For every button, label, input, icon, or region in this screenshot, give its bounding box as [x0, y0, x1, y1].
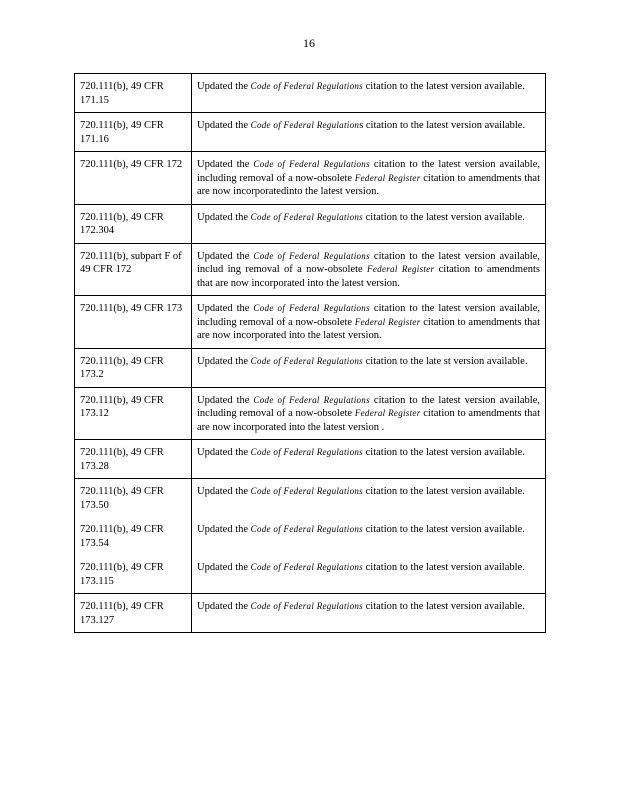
- description-text: [197, 250, 540, 291]
- description-prefix: Updated the: [197, 394, 254, 406]
- description-suffix: citation to amendments that are now incorporated into the latest version.: [197, 264, 540, 289]
- description-body: citation to the latest version available.: [363, 562, 525, 573]
- citation-text: 720.111(b), 49 CFR 173.115: [80, 562, 164, 587]
- description-cell: [192, 152, 546, 205]
- description-cell: [192, 204, 546, 243]
- description-text: [197, 394, 540, 435]
- description-cell: [192, 113, 546, 152]
- citation-cell: [75, 296, 192, 349]
- description-cell: [192, 440, 546, 479]
- description-text: [197, 561, 540, 575]
- citation-text: 720.111(b), 49 CFR 173.50: [80, 486, 164, 511]
- description-prefix: Updated the: [197, 159, 254, 170]
- cfr-title: Code of Federal Regulations: [250, 81, 363, 91]
- description-cell: [192, 555, 546, 594]
- cfr-title: Code of Federal Regulations: [250, 486, 363, 496]
- cfr-title: Code of Federal Regulations: [250, 355, 363, 366]
- description-text: [197, 211, 540, 225]
- description-cell: [192, 296, 546, 349]
- citation-text: 720.111(b), 49 CFR 172: [80, 159, 183, 170]
- cfr-title: Code of Federal Regulations: [253, 159, 370, 169]
- citation-text: 720.111(b), 49 CFR 173.2: [80, 355, 164, 380]
- description-cell: [192, 243, 546, 296]
- citation-text: 720.111(b), 49 CFR 173: [80, 303, 183, 314]
- table-row: [75, 387, 546, 440]
- citation-text: 720.111(b), 49 CFR 173.28: [80, 447, 164, 472]
- citation-cell: [75, 555, 192, 594]
- citation-cell: [75, 74, 192, 113]
- description-text: [197, 523, 540, 537]
- description-text: [197, 355, 540, 369]
- description-text: [197, 158, 540, 199]
- cfr-title: Code of Federal Regulation: [250, 120, 360, 130]
- cfr-title: Code of Federal Regulations: [250, 447, 363, 457]
- description-suffix: citation to amendments that are now incorporated into the latest version.: [197, 316, 540, 341]
- citation-text: 720.111(b), 49 CFR 173.12: [80, 394, 164, 419]
- cfr-title: Code of Federal Regulations: [250, 524, 363, 534]
- citation-text: 720.111(b), subpart F of 49 CFR 172: [80, 250, 182, 275]
- description-cell: [192, 387, 546, 440]
- description-body: citation to the latest version available, includ ing removal of a now-obsolete: [197, 250, 541, 275]
- table-row: [75, 74, 546, 113]
- description-suffix: citation to amendments that are now incorporated into the latest version .: [197, 408, 540, 433]
- table-row: [75, 594, 546, 633]
- federal-register-title: Federal Register: [367, 264, 435, 274]
- description-cell: [192, 348, 546, 387]
- description-cell: [192, 517, 546, 555]
- description-suffix: citation to amendments that are now incorporatedinto the latest version.: [197, 172, 540, 197]
- description-body: citation to the latest version available.: [363, 601, 525, 612]
- citation-cell: [75, 594, 192, 633]
- federal-register-title: Federal Register: [354, 408, 421, 418]
- citation-text: 720.111(b), 49 CFR 171.16: [80, 120, 164, 145]
- citation-cell: [75, 479, 192, 518]
- description-text: [197, 119, 540, 133]
- table-row: [75, 113, 546, 152]
- description-prefix: Updated the: [197, 120, 251, 131]
- citation-text: 720.111(b), 49 CFR 173.54: [80, 524, 164, 549]
- amendments-table: [74, 73, 546, 633]
- description-prefix: Updated the: [197, 524, 251, 535]
- cfr-title: Code of Federal Regulations: [253, 394, 370, 405]
- cfr-title: Code of Federal Regulations: [250, 211, 363, 222]
- description-body: citation to the latest version available.: [363, 486, 525, 497]
- description-cell: [192, 479, 546, 518]
- description-body: citation to the latest version available.: [363, 447, 525, 458]
- description-prefix: Updated the: [197, 355, 251, 367]
- description-body: citation to the latest version available.: [363, 524, 525, 535]
- citation-cell: [75, 440, 192, 479]
- description-body: citation to the late st version available.: [363, 355, 528, 367]
- description-body: citation to the latest version available.: [363, 211, 525, 223]
- description-prefix: Updated the: [197, 601, 251, 612]
- description-body: citation to the latest version available, including removal of a now-obsolete: [197, 159, 541, 184]
- citation-text: 720.111(b), 49 CFR 172.304: [80, 211, 164, 236]
- description-prefix: Updated the: [197, 81, 251, 92]
- federal-register-title: Federal Register: [354, 172, 421, 183]
- description-cell: [192, 74, 546, 113]
- description-text: [197, 485, 540, 499]
- table-row: [75, 204, 546, 243]
- citation-cell: [75, 243, 192, 296]
- table-row: [75, 348, 546, 387]
- description-prefix: Updated the: [197, 486, 251, 497]
- description-text: [197, 302, 540, 343]
- description-body: citation to the latest version available, including removal of a now-obsolete: [197, 303, 541, 328]
- table-row: [75, 152, 546, 205]
- description-prefix: Updated the: [197, 250, 254, 262]
- citation-cell: [75, 204, 192, 243]
- table-row: [75, 296, 546, 349]
- description-prefix: Updated the: [197, 447, 251, 458]
- citation-cell: [75, 387, 192, 440]
- cfr-title: Code of Federal Regulations: [250, 562, 363, 572]
- citation-cell: [75, 517, 192, 555]
- description-cell: [192, 594, 546, 633]
- description-text: [197, 446, 540, 460]
- description-body: citation to the latest version available.: [363, 81, 525, 92]
- table-row: [75, 243, 546, 296]
- description-prefix: Updated the: [197, 562, 251, 573]
- page-number: 16: [303, 36, 315, 50]
- table-row: [75, 440, 546, 479]
- amendments-table-body: [75, 74, 546, 633]
- table-row: [75, 555, 546, 594]
- citation-cell: [75, 113, 192, 152]
- description-body: citation to the latest version available, including removal of a now-obsolete: [197, 394, 541, 419]
- citation-cell: [75, 348, 192, 387]
- description-text: [197, 80, 540, 94]
- federal-register-title: Federal Register: [354, 316, 421, 327]
- citation-text: 720.111(b), 49 CFR 173.127: [80, 601, 164, 626]
- description-body: s citation to the latest version available.: [359, 120, 526, 131]
- citation-cell: [75, 152, 192, 205]
- citation-text: 720.111(b), 49 CFR 171.15: [80, 81, 164, 106]
- description-prefix: Updated the: [197, 303, 254, 314]
- description-text: [197, 600, 540, 614]
- table-row: [75, 517, 546, 555]
- table-row: [75, 479, 546, 518]
- cfr-title: Code of Federal Regulations: [253, 303, 370, 313]
- cfr-title: Code of Federal Regulations: [253, 250, 370, 261]
- cfr-title: Code of Federal Regulations: [250, 601, 363, 611]
- description-prefix: Updated the: [197, 211, 251, 223]
